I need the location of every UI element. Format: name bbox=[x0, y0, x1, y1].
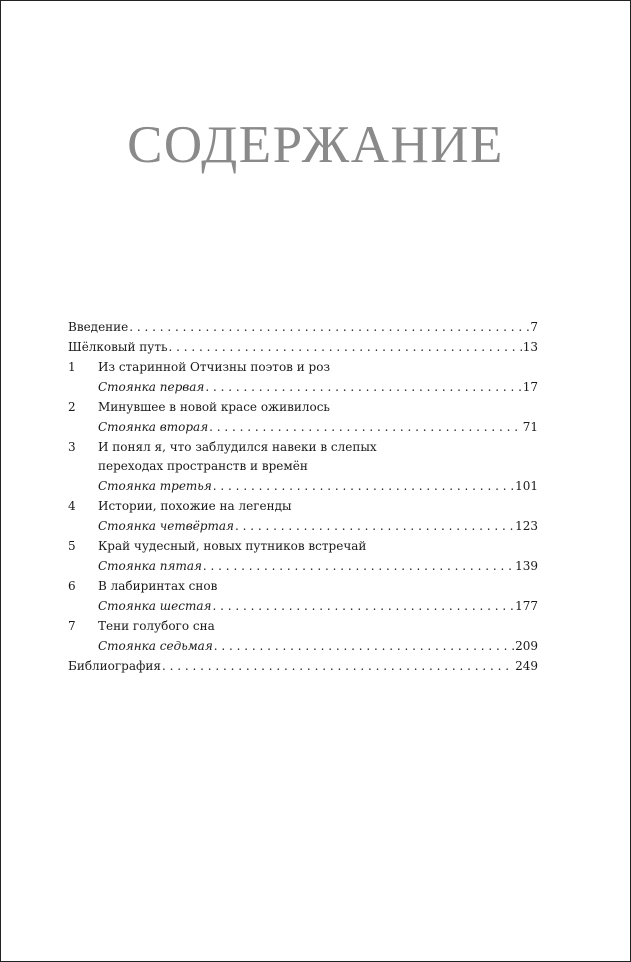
toc-chapter-stop bbox=[68, 636, 538, 656]
toc-chapter-heading bbox=[68, 397, 538, 417]
dot-leader bbox=[169, 337, 522, 357]
stop-label: Стоянка первая bbox=[98, 380, 205, 394]
chapter-title: В лабиринтах снов bbox=[98, 579, 218, 593]
toc-page-number: 123 bbox=[515, 519, 538, 533]
toc-chapter-heading bbox=[68, 437, 538, 476]
chapter-title: Тени голубого сна bbox=[98, 619, 215, 633]
toc-chapter-heading bbox=[68, 616, 538, 636]
dot-leader bbox=[162, 656, 514, 676]
stop-label: Стоянка четвёртая bbox=[98, 519, 234, 533]
toc-entry-intro bbox=[68, 317, 538, 337]
chapter-number: 4 bbox=[68, 499, 76, 513]
toc-page-number: 13 bbox=[522, 340, 538, 354]
toc-page-number: 17 bbox=[522, 380, 538, 394]
toc-page-number: 139 bbox=[515, 559, 538, 573]
dot-leader bbox=[214, 636, 514, 656]
table-of-contents bbox=[68, 317, 538, 676]
chapter-number: 3 bbox=[68, 440, 76, 454]
chapter-title: Истории, похожие на легенды bbox=[98, 499, 292, 513]
toc-chapter-heading bbox=[68, 357, 538, 377]
dot-leader bbox=[235, 516, 514, 536]
chapter-number: 6 bbox=[68, 579, 76, 593]
dot-leader bbox=[129, 317, 529, 337]
page-title: СОДЕРЖАНИЕ bbox=[127, 116, 504, 174]
chapter-number: 7 bbox=[68, 619, 76, 633]
chapter-number: 1 bbox=[68, 360, 76, 374]
stop-label: Стоянка вторая bbox=[98, 420, 209, 434]
toc-chapter-stop bbox=[68, 596, 538, 616]
toc-entry-label: Введение bbox=[68, 320, 129, 334]
toc-page-number: 177 bbox=[515, 599, 538, 613]
toc-entry-label: Шёлковый путь bbox=[68, 340, 168, 354]
toc-chapter-stop bbox=[68, 556, 538, 576]
dot-leader bbox=[209, 417, 522, 437]
dot-leader bbox=[205, 377, 521, 397]
chapter-number: 2 bbox=[68, 400, 76, 414]
toc-chapter-heading bbox=[68, 576, 538, 596]
stop-label: Стоянка седьмая bbox=[98, 639, 213, 653]
toc-chapter-heading bbox=[68, 496, 538, 516]
stop-label: Стоянка третья bbox=[98, 479, 212, 493]
toc-chapter-stop bbox=[68, 476, 538, 496]
toc-chapter-stop bbox=[68, 377, 538, 397]
toc-page-number: 209 bbox=[515, 639, 538, 653]
toc-page-number: 101 bbox=[515, 479, 538, 493]
dot-leader bbox=[203, 556, 514, 576]
dot-leader bbox=[212, 596, 514, 616]
stop-label: Стоянка шестая bbox=[98, 599, 212, 613]
toc-page-number: 7 bbox=[530, 320, 538, 334]
toc-entry-silk-road bbox=[68, 337, 538, 357]
chapter-title: Из старинной Отчизны поэтов и роз bbox=[98, 360, 331, 374]
chapter-title: И понял я, что заблудился навеки в слепых переходах пространств и времён bbox=[98, 440, 377, 473]
toc-chapter-heading bbox=[68, 536, 538, 556]
toc-entry-label: Библиография bbox=[68, 659, 161, 673]
toc-page-number: 71 bbox=[522, 420, 538, 434]
chapter-number: 5 bbox=[68, 539, 76, 553]
toc-chapter-stop bbox=[68, 417, 538, 437]
toc-page-number: 249 bbox=[515, 659, 538, 673]
toc-chapter-stop bbox=[68, 516, 538, 536]
chapter-title: Край чудесный, новых путников встречай bbox=[98, 539, 367, 553]
chapter-title: Минувшее в новой красе оживилось bbox=[98, 400, 330, 414]
dot-leader bbox=[213, 476, 514, 496]
toc-entry-bibliography bbox=[68, 656, 538, 676]
stop-label: Стоянка пятая bbox=[98, 559, 202, 573]
